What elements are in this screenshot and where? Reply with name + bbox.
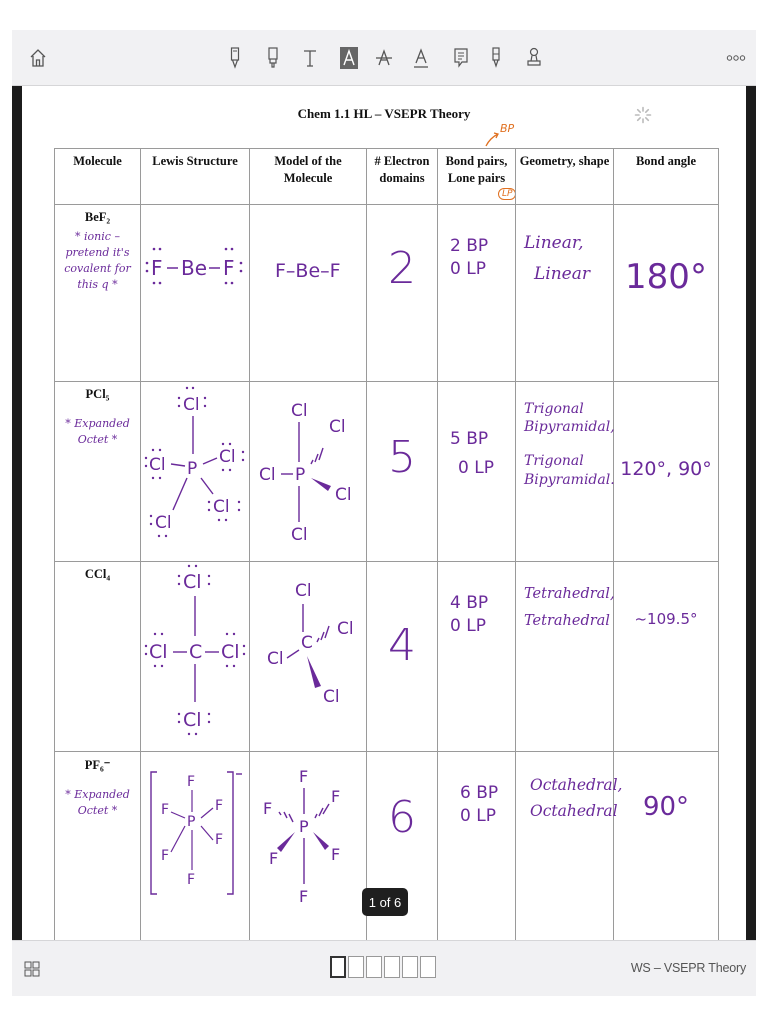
svg-text:Cl: Cl <box>148 641 168 663</box>
header-electron-domains: # Electron domains <box>367 149 438 205</box>
lone-pairs: 0 LP <box>450 615 486 636</box>
molecular-shape: Linear <box>534 263 590 284</box>
svg-text:Cl: Cl <box>328 417 346 437</box>
page-thumbnails <box>330 956 436 978</box>
svg-text:F: F <box>298 887 308 906</box>
svg-text:F: F <box>298 767 308 786</box>
lewis-atom-f: F <box>150 256 163 280</box>
strikethrough-icon <box>375 47 393 69</box>
bef2-lewis-drawing <box>143 205 248 325</box>
bond-angle-cell <box>614 562 719 752</box>
svg-text:F: F <box>214 832 223 848</box>
comment-button[interactable] <box>449 30 473 86</box>
svg-text:F: F <box>330 845 340 864</box>
bond-angle-value: ~109.5° <box>634 610 698 628</box>
svg-text:Cl: Cl <box>258 465 276 485</box>
highlight-text-icon <box>340 47 358 69</box>
svg-text:F: F <box>268 849 278 868</box>
page-thumbnail-5[interactable] <box>402 956 418 978</box>
underline-icon <box>412 47 430 69</box>
table-row <box>55 562 719 752</box>
document-title: Chem 1.1 HL – VSEPR Theory <box>297 106 471 121</box>
document-name: WS – VSEPR Theory <box>630 961 746 975</box>
svg-text:Cl: Cl <box>290 401 308 421</box>
svg-text:Cl: Cl <box>334 485 352 505</box>
model-cell <box>250 562 367 752</box>
pf6-model-drawing <box>251 752 366 940</box>
lewis-structure-cell <box>141 382 250 562</box>
table-row <box>55 205 719 382</box>
page-thumbnail-6[interactable] <box>420 956 436 978</box>
bond-angle-cell <box>614 382 719 562</box>
table-row <box>55 382 719 562</box>
electron-domains-value: 5 <box>388 432 416 483</box>
geometry-values <box>530 774 622 823</box>
geometry-values <box>524 400 615 489</box>
svg-text:Cl: Cl <box>218 447 236 467</box>
bond-pairs: 5 BP <box>450 429 489 449</box>
header-lewis-structure: Lewis Structure <box>141 149 250 205</box>
svg-text:Cl: Cl <box>322 687 340 707</box>
pairs-cell <box>438 382 516 562</box>
lp-annotation: LP <box>498 188 516 200</box>
page-thumbnail-1[interactable] <box>330 956 346 978</box>
svg-text:P: P <box>294 465 305 485</box>
molecule-name: CCl₄ <box>84 567 111 581</box>
table-header-row <box>55 149 719 205</box>
pairs-values <box>450 235 488 281</box>
header-molecule: Molecule <box>55 149 141 205</box>
molecule-cell <box>55 382 141 562</box>
geometry-cell <box>516 205 614 382</box>
pcl5-model-drawing <box>251 382 366 557</box>
svg-text:Cl: Cl <box>294 581 312 601</box>
model-cell <box>250 205 367 382</box>
geometry-values <box>524 584 615 632</box>
pen-icon <box>229 46 241 70</box>
ccl4-lewis-drawing <box>143 562 248 747</box>
svg-text:F: F <box>186 872 195 888</box>
molecule-note: * Expanded Octet * <box>65 788 130 817</box>
ccl4-model-drawing <box>251 562 366 747</box>
home-button[interactable] <box>20 30 56 86</box>
electron-geometry: Octahedral, <box>530 776 623 794</box>
marker-tool-button[interactable] <box>485 30 507 86</box>
lewis-structure-cell <box>141 752 250 941</box>
bond-angle-cell <box>614 205 719 382</box>
vsepr-table <box>54 148 719 940</box>
svg-text:Cl: Cl <box>290 525 308 545</box>
bef2-model-drawing <box>251 205 366 325</box>
svg-text:Cl: Cl <box>148 455 166 475</box>
electron-domains-cell <box>367 205 438 382</box>
svg-text:Cl: Cl <box>182 571 202 593</box>
svg-text:P: P <box>186 814 195 830</box>
molecular-shape: Octahedral <box>530 802 618 821</box>
svg-text:Cl: Cl <box>182 709 202 731</box>
svg-text:F: F <box>186 774 195 790</box>
lone-pairs: 0 LP <box>460 805 496 826</box>
molecule-note: * Expanded Octet * <box>65 417 130 446</box>
molecular-shape: Trigonal Bipyramidal. <box>524 453 615 488</box>
svg-text:P: P <box>298 817 309 836</box>
molecule-name: BeF₂ <box>84 210 111 224</box>
bond-pairs: 2 BP <box>450 236 489 256</box>
bond-angle-value: 90° <box>642 792 690 822</box>
svg-text:P: P <box>186 459 197 479</box>
bond-angle-value: 180° <box>625 257 707 297</box>
highlighter-icon <box>267 46 279 70</box>
pcl5-lewis-drawing <box>143 382 248 557</box>
geometry-values <box>524 231 590 286</box>
svg-text:Cl: Cl <box>266 649 284 669</box>
svg-text:F: F <box>330 787 340 806</box>
electron-domains-value: 2 <box>388 243 416 294</box>
header-model: Model of the Molecule <box>250 149 367 205</box>
molecule-name: PCl₅ <box>85 387 110 401</box>
svg-text:Cl: Cl <box>220 641 240 663</box>
svg-text:Cl: Cl <box>212 497 230 517</box>
pairs-cell <box>438 752 516 941</box>
molecule-note: * ionic – pretend it's covalent for this q * <box>64 230 131 291</box>
molecule-cell <box>55 752 141 941</box>
document-viewport[interactable] <box>12 86 756 940</box>
electron-domains-cell <box>367 382 438 562</box>
geometry-cell <box>516 382 614 562</box>
stamp-tool-button[interactable] <box>522 30 546 86</box>
lone-pairs: 0 LP <box>458 457 494 478</box>
header-pairs: Bond pairs, Lone pairs <box>438 149 516 205</box>
electron-domains-value: 4 <box>388 620 416 671</box>
annotation-toolbar <box>12 30 756 86</box>
lone-pairs: 0 LP <box>450 258 486 279</box>
strikethrough-button[interactable] <box>372 30 396 86</box>
marker-icon <box>490 46 502 70</box>
molecular-shape: Tetrahedral <box>524 613 610 630</box>
pairs-values <box>460 782 498 828</box>
svg-text:Cl: Cl <box>182 395 200 415</box>
grid-view-icon <box>24 961 40 977</box>
header-bond-angle: Bond angle <box>614 149 719 205</box>
lewis-structure-cell <box>141 205 250 382</box>
pairs-cell <box>438 205 516 382</box>
page-indicator: 1 of 6 <box>362 888 408 916</box>
svg-text:C: C <box>300 633 313 653</box>
comment-icon <box>453 47 469 69</box>
svg-text:Cl: Cl <box>336 619 354 639</box>
page-thumbnail-3[interactable] <box>366 956 382 978</box>
highlighter-tool-button[interactable] <box>262 30 284 86</box>
bond-angle-value: 120°, 90° <box>620 458 712 480</box>
page-thumbnail-4[interactable] <box>384 956 400 978</box>
bp-annotation: BP <box>500 122 515 135</box>
underline-button[interactable] <box>409 30 433 86</box>
bond-angle-cell <box>614 752 719 941</box>
page-thumbnail-2[interactable] <box>348 956 364 978</box>
svg-text:F: F <box>262 799 272 818</box>
home-icon <box>29 48 47 68</box>
stamp-icon <box>526 47 542 69</box>
pairs-values <box>450 428 494 480</box>
electron-geometry: Linear, <box>524 233 584 253</box>
geometry-cell <box>516 562 614 752</box>
bond-pairs: 4 BP <box>450 593 489 613</box>
pen-tool-button[interactable] <box>224 30 246 86</box>
electron-geometry: Tetrahedral, <box>524 586 615 602</box>
lewis-atom-f: F <box>222 256 235 280</box>
model-cell <box>250 382 367 562</box>
model-formula: F–Be–F <box>274 260 341 282</box>
page-grid-button[interactable] <box>18 941 46 997</box>
text-icon <box>302 48 318 68</box>
geometry-cell <box>516 752 623 941</box>
loading-spinner-icon <box>634 106 652 124</box>
svg-text:F: F <box>160 848 169 864</box>
bottom-bar <box>12 940 756 996</box>
text-tool-button[interactable] <box>298 30 322 86</box>
pairs-cell <box>438 562 516 752</box>
lewis-atom-be: Be <box>180 256 207 280</box>
document-page <box>22 86 746 940</box>
bond-pairs: 6 BP <box>460 783 499 803</box>
svg-text:C: C <box>188 641 202 663</box>
electron-domains-value: 6 <box>388 792 416 843</box>
lewis-structure-cell <box>141 562 250 752</box>
more-button[interactable] <box>722 30 750 86</box>
molecule-cell <box>55 562 141 752</box>
more-icon <box>726 54 746 62</box>
pairs-values <box>450 592 488 638</box>
electron-geometry: Trigonal Bipyramidal, <box>524 401 615 436</box>
molecule-cell <box>55 205 141 382</box>
svg-text:F: F <box>214 798 223 814</box>
electron-domains-cell <box>367 562 438 752</box>
pf6-lewis-drawing <box>143 752 248 940</box>
molecule-name: PF₆⁻ <box>84 758 111 772</box>
svg-text:F: F <box>160 802 169 818</box>
svg-text:Cl: Cl <box>154 513 172 533</box>
model-cell <box>250 752 367 941</box>
highlight-text-button[interactable] <box>337 30 361 86</box>
header-geometry: Geometry, shape <box>516 149 614 205</box>
